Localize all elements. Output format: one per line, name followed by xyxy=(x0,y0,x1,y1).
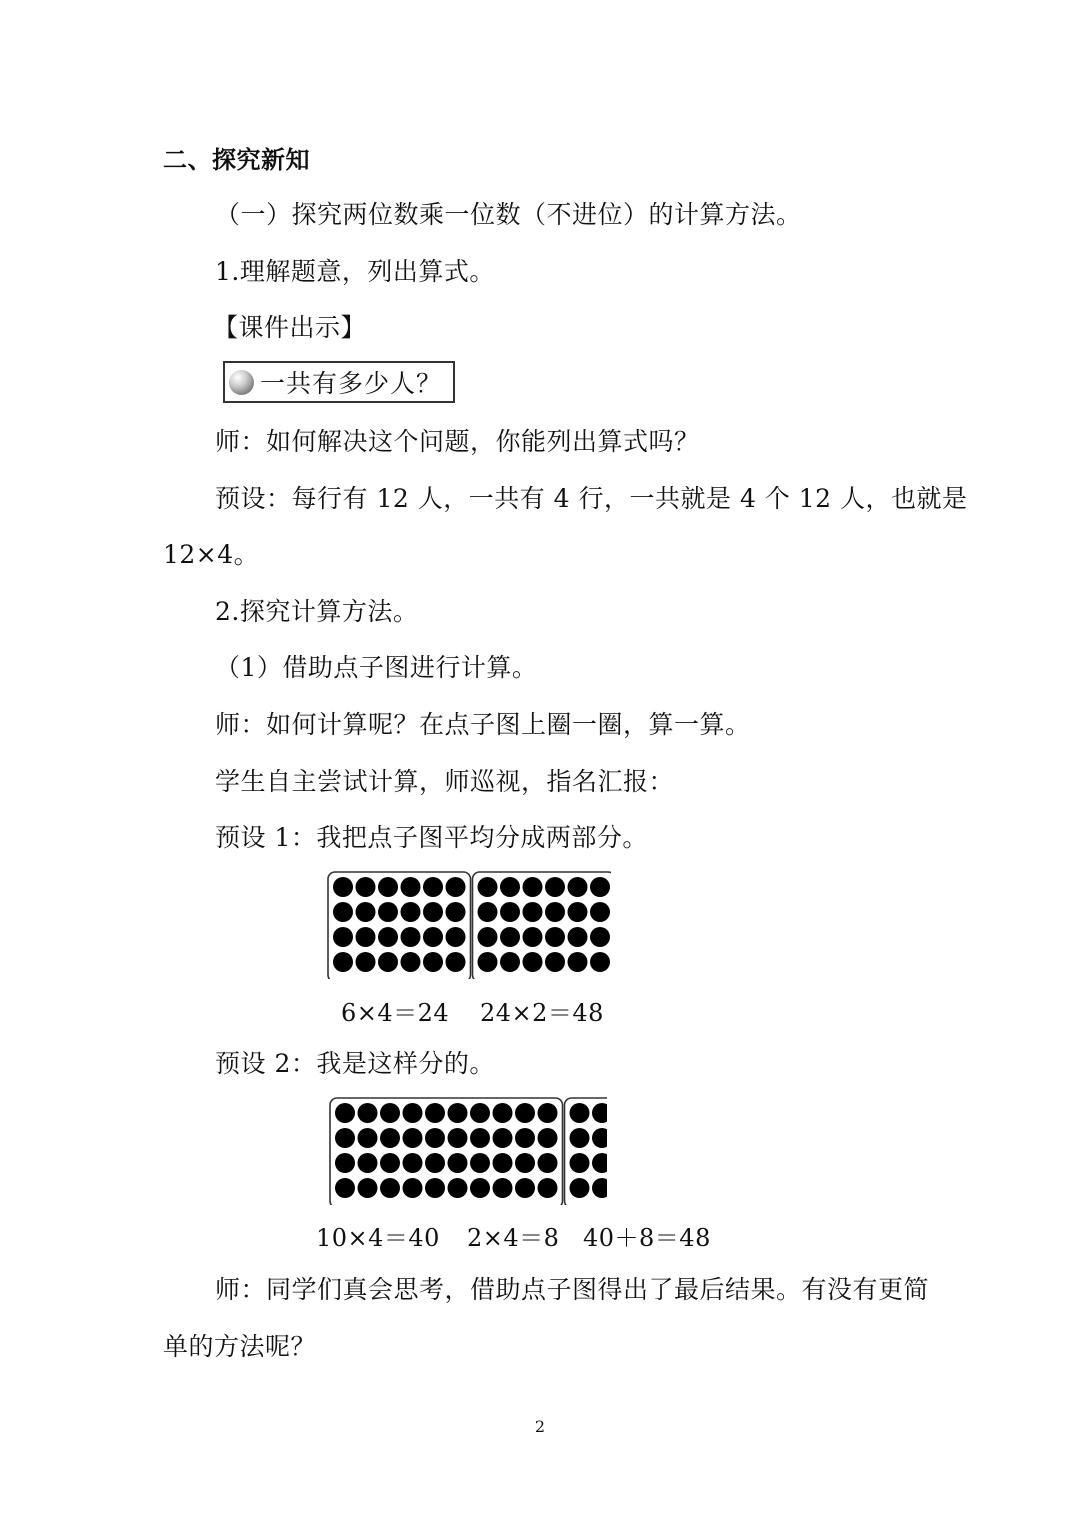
dot xyxy=(356,877,376,897)
dot-diagram-2 xyxy=(329,1097,607,1205)
diagram2-eq1: 10×4＝40 xyxy=(316,1224,440,1252)
step-2: 2.探究计算方法。 xyxy=(215,597,419,626)
dot xyxy=(401,902,421,922)
dot xyxy=(401,877,421,897)
dot xyxy=(538,1153,558,1173)
dot xyxy=(538,1128,558,1148)
dot xyxy=(446,877,466,897)
dot xyxy=(423,877,443,897)
dot xyxy=(358,1128,378,1148)
dot xyxy=(423,927,443,947)
dot xyxy=(523,952,543,972)
dot xyxy=(425,1153,445,1173)
preset-line-1: 预设：每行有 12 人，一共有 4 行，一共就是 4 个 12 人，也就是 xyxy=(215,484,968,513)
dot xyxy=(448,1178,468,1198)
diagram2-eq2: 2×4＝8 xyxy=(467,1224,560,1252)
page-number: 2 xyxy=(534,1417,546,1436)
dot xyxy=(515,1128,535,1148)
dot xyxy=(545,902,565,922)
dot xyxy=(358,1178,378,1198)
dot xyxy=(358,1153,378,1173)
dot xyxy=(478,927,498,947)
dot xyxy=(333,952,353,972)
dot xyxy=(493,1103,513,1123)
dot xyxy=(493,1128,513,1148)
dot xyxy=(470,1128,490,1148)
dot xyxy=(545,877,565,897)
dot xyxy=(356,927,376,947)
dot xyxy=(380,1103,400,1123)
courseware-label: 【课件出示】 xyxy=(213,313,367,342)
dot xyxy=(470,1178,490,1198)
question-box xyxy=(223,361,455,403)
dot xyxy=(493,1153,513,1173)
dot xyxy=(568,902,588,922)
dot xyxy=(515,1103,535,1123)
dot xyxy=(568,927,588,947)
dot xyxy=(423,952,443,972)
dot xyxy=(523,902,543,922)
dot-diagram-1 xyxy=(327,871,611,979)
dot xyxy=(401,952,421,972)
preset-2: 预设 2：我是这样分的。 xyxy=(215,1049,495,1078)
teacher-question-1: 师：如何解决这个问题，你能列出算式吗？ xyxy=(215,427,700,456)
dot xyxy=(378,877,398,897)
dot xyxy=(478,952,498,972)
section-title: 二、探究新知 xyxy=(163,146,310,174)
dot xyxy=(446,902,466,922)
dot xyxy=(356,952,376,972)
dot xyxy=(378,902,398,922)
ball-icon xyxy=(229,370,254,395)
dot xyxy=(592,1103,607,1123)
dot xyxy=(333,877,353,897)
dot xyxy=(333,902,353,922)
method-1: （1）借助点子图进行计算。 xyxy=(215,653,538,682)
diagram1-eq2: 24×2＝48 xyxy=(480,999,604,1027)
dot xyxy=(470,1103,490,1123)
dot xyxy=(568,952,588,972)
dot xyxy=(380,1128,400,1148)
question-text: 一共有多少人？ xyxy=(260,369,443,398)
dot xyxy=(590,927,610,947)
preset-1: 预设 1：我把点子图平均分成两部分。 xyxy=(215,823,648,852)
dot xyxy=(515,1153,535,1173)
dot xyxy=(500,902,520,922)
dot xyxy=(448,1128,468,1148)
teacher-question-3-line-2: 单的方法呢？ xyxy=(163,1332,317,1361)
dot xyxy=(333,927,353,947)
dot xyxy=(380,1178,400,1198)
dot xyxy=(568,877,588,897)
dot xyxy=(545,952,565,972)
dot xyxy=(425,1128,445,1148)
dot xyxy=(570,1103,590,1123)
dot xyxy=(448,1153,468,1173)
dot xyxy=(590,902,610,922)
dot xyxy=(403,1128,423,1148)
dot xyxy=(590,952,610,972)
teacher-question-2: 师：如何计算呢？在点子图上圈一圈，算一算。 xyxy=(215,710,751,739)
dot xyxy=(335,1178,355,1198)
dot xyxy=(335,1103,355,1123)
dot xyxy=(446,927,466,947)
dot xyxy=(500,927,520,947)
dot xyxy=(401,927,421,947)
dot xyxy=(478,902,498,922)
dot xyxy=(403,1178,423,1198)
dot xyxy=(335,1153,355,1173)
dot xyxy=(356,902,376,922)
dot xyxy=(493,1178,513,1198)
teacher-question-3-line-1: 师：同学们真会思考，借助点子图得出了最后结果。有没有更简 xyxy=(215,1275,930,1304)
dot xyxy=(403,1103,423,1123)
students-line: 学生自主尝试计算，师巡视，指名汇报： xyxy=(215,767,675,796)
dot xyxy=(500,877,520,897)
sub-title: （一）探究两位数乘一位数（不进位）的计算方法。 xyxy=(215,200,802,229)
dot xyxy=(590,877,610,897)
dot xyxy=(335,1128,355,1148)
dot xyxy=(523,927,543,947)
dot xyxy=(446,952,466,972)
dot xyxy=(380,1153,400,1173)
dot xyxy=(592,1178,607,1198)
dot xyxy=(425,1103,445,1123)
dot xyxy=(378,952,398,972)
diagram1-eq1: 6×4＝24 xyxy=(341,999,450,1027)
dot xyxy=(403,1153,423,1173)
dot xyxy=(570,1128,590,1148)
dot xyxy=(545,927,565,947)
dot xyxy=(592,1153,607,1173)
dot xyxy=(515,1178,535,1198)
dot xyxy=(423,902,443,922)
preset-line-2: 12×4。 xyxy=(163,540,260,569)
dot xyxy=(358,1103,378,1123)
dot xyxy=(478,877,498,897)
dot xyxy=(570,1178,590,1198)
dot xyxy=(523,877,543,897)
dot xyxy=(538,1178,558,1198)
dot xyxy=(470,1153,490,1173)
step-1: 1.理解题意，列出算式。 xyxy=(215,257,495,286)
dot xyxy=(538,1103,558,1123)
dot xyxy=(592,1128,607,1148)
dot xyxy=(425,1178,445,1198)
dot xyxy=(500,952,520,972)
dot xyxy=(570,1153,590,1173)
dot xyxy=(378,927,398,947)
dot xyxy=(448,1103,468,1123)
diagram2-eq3: 40＋8＝48 xyxy=(583,1224,711,1252)
